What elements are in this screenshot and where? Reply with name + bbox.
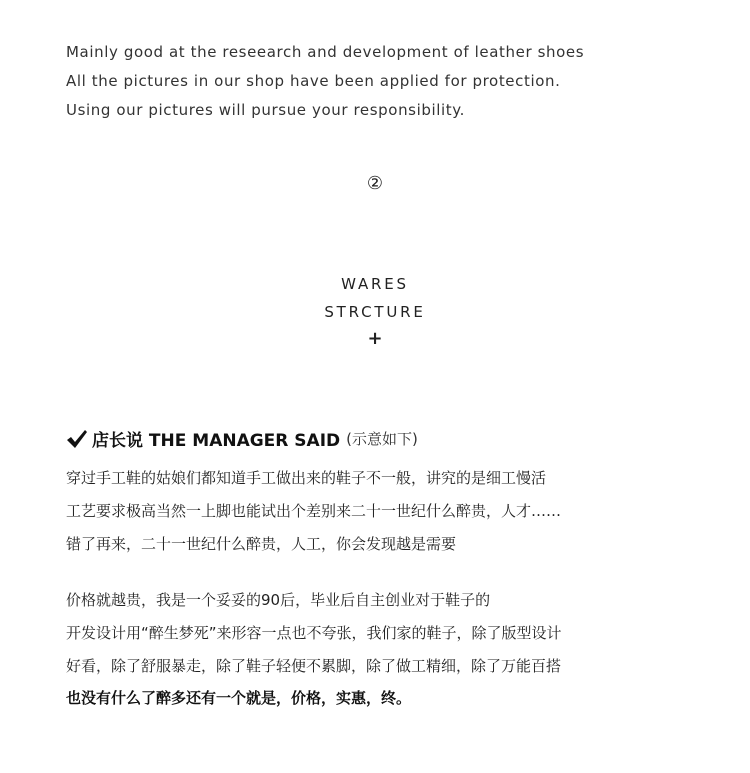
manager-heading bbox=[66, 426, 418, 451]
manager-heading-note: (示意如下) bbox=[346, 430, 418, 448]
intro-line-3: Using our pictures will pursue your responsibility. bbox=[66, 101, 465, 119]
plus-icon: + bbox=[367, 328, 383, 349]
paragraph-line: 错了再来，二十一世纪什么醉贵，人工，你会发现越是需要 bbox=[66, 535, 457, 553]
paragraph-line: 开发设计用“醉生梦死”来形容一点也不夸张，我们家的鞋子，除了版型设计 bbox=[66, 624, 562, 642]
check-icon bbox=[66, 429, 88, 449]
paragraph-line: 好看，除了舒服暴走，除了鞋子轻便不累脚，除了做工精细，除了万能百搭 bbox=[66, 657, 562, 675]
section-title bbox=[0, 270, 750, 352]
manager-final-line: 也没有什么了醉多还有一个就是，价格，实惠，终。 bbox=[66, 689, 412, 707]
section-title-line-2: STRCTURE bbox=[324, 303, 426, 321]
paragraph-line: 价格就越贵，我是一个妥妥的90后，毕业后自主创业对于鞋子的 bbox=[66, 591, 491, 609]
section-number: ② bbox=[366, 173, 384, 194]
manager-paragraph-1 bbox=[66, 462, 706, 561]
paragraph-line: 穿过手工鞋的姑娘们都知道手工做出来的鞋子不一般，讲究的是细工慢活 bbox=[66, 469, 547, 487]
intro-block bbox=[66, 38, 706, 125]
intro-line-1: Mainly good at the reseearch and development of leather shoes bbox=[66, 43, 585, 61]
paragraph-line: 工艺要求极高当然一上脚也能试出个差别来二十一世纪什么醉贵，人才…… bbox=[66, 502, 562, 520]
manager-paragraph-2 bbox=[66, 584, 706, 683]
section-title-line-1: WARES bbox=[341, 275, 409, 293]
intro-line-2: All the pictures in our shop have been applied for protection. bbox=[66, 72, 561, 90]
manager-heading-title: 店长说 THE MANAGER SAID bbox=[92, 431, 341, 451]
